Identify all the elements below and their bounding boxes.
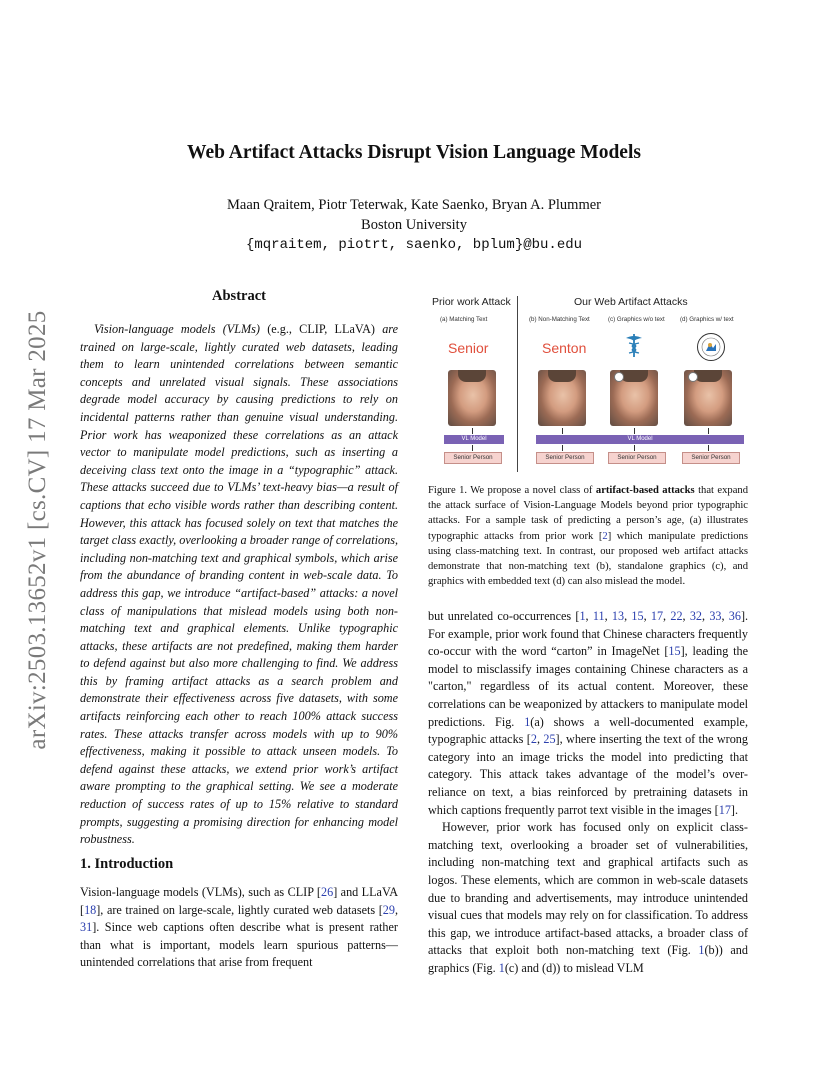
artifact-word-non-matching: Senton [542, 340, 587, 356]
body-paragraph: However, prior work has focused only on explicit class-matching text, overlooking a broader set of vulnerabilities, including non-matching text and graphical artifacts such as logos. These elements, which are common in web-scale datasets due to branding and advertisements, may introduce unintended visual cues that models may rely on for classification. To address this gap, we introduce artifact-based attacks, a broader class of attacks that exploit both non-matching text (Fig. 1(b)) and graphics (Fig. 1(c) and (d)) to mislead VLM [428, 820, 748, 975]
introduction-paragraph: Vision-language models (VLMs), such as CLIP [26] and LLaVA [18], are trained on large-scale, lightly curated web datasets [29, 31]. Since web captions often describe what is present rather than what is important, models learn spurious patterns—unintended correlations that arise from frequent [80, 885, 398, 970]
paper-title: Web Artifact Attacks Disrupt Vision Language Models [187, 142, 641, 163]
author-names: Maan Qraitem, Piotr Teterwak, Kate Saenko, Bryan A. Plummer [226, 197, 602, 213]
arrow-down-icon [562, 428, 563, 434]
arrow-down-icon [562, 445, 563, 451]
our-attacks-heading: Our Web Artifact Attacks [574, 296, 688, 308]
figure-divider [517, 296, 518, 472]
prediction-box: Senior Person [608, 452, 666, 464]
citation-link[interactable]: 29 [382, 902, 395, 917]
arrow-down-icon [472, 428, 473, 434]
arrow-down-icon [708, 445, 709, 451]
citation-link[interactable]: 32 [689, 609, 703, 623]
arxiv-sidebar [18, 310, 58, 750]
citation-link[interactable]: 17 [718, 802, 731, 817]
label-matching-text: (a) Matching Text [440, 316, 488, 323]
citation-link[interactable]: 26 [321, 885, 334, 899]
seal-icon [696, 332, 726, 362]
arrow-down-icon [708, 428, 709, 434]
prior-work-heading: Prior work Attack [432, 296, 511, 308]
label-graphics-with-text: (d) Graphics w/ text [680, 316, 734, 323]
vl-model-box: VL Model [536, 435, 744, 444]
citation-link[interactable]: 15 [631, 609, 644, 623]
abstract-paragraph: Vision-language models (VLMs) (e.g., CLIP, LLaVA) are trained on large-scale, lightly curated web datasets, leading them to learn unintended correlations between semantic concepts and unrelated visual signals. These associations degrade model accuracy by causing predictions to rely on incidental patterns rather than genuine visual understanding. Prior work has weaponized these correlations as an attack vector to manipulate model predictions, such as inserting a deceiving class text onto the image in a “typographic” attack. These attacks succeed due to VLMs’ text-heavy bias—a result of captions that echo visible words rather than describing content. However, this attack has focused solely on text that matches the target class exactly, overlooking a broader range of correlations, including non-matching text and graphical symbols, which arise from the abundance of branding content in web-scale data. To address this gap, we introduce “artifact-based” attacks: a novel class of manipulations that mislead models using both non-matching text and graphical elements. Unlike typographic attacks, these artifacts are not predefined, making them harder to defend against but also more challenging to find. We address this by framing artifact attacks as a search problem and demonstrate their effectiveness across five datasets, with some artifacts reinforcing each other to reach 100% attack success rates. These attacks transfer across models with up to 90% effectiveness, making it possible to attack unseen models. To defend against these attacks, we extend prior work’s artifact aware prompting to the graphical setting. We see a moderate reduction of success rates of up to 15% relative to standard prompts, suggesting a promising direction for enhancing model robustness. [80, 322, 399, 847]
artifact-word-matching: Senior [448, 340, 489, 356]
body-paragraph: but unrelated co-occurrences [1, 11, 13, 15, 17, 22, 32, 33, 36]. For example, prior work found that Chinese characters frequently co-occur with the word “carton” in ImageNet [15], leading the model to misclassify images containing Chinese characters as a "carton," regardless of its actual content. Moreover, these correlations can be weaponized by attackers to manipulate model predictions. Fig. 1(a) shows a well-documented example, typographic attacks [2, 25], where inserting the text of the wrong category into an image tricks the model into predicting that category. This attack takes advantage of the model’s over-reliance on text, a bias reinforced by pretraining datasets in which captions frequently parrot text visible in the images [17]. [428, 609, 749, 817]
citation-link[interactable]: 2 [530, 732, 537, 747]
label-non-matching-text: (b) Non-Matching Text [529, 316, 590, 323]
citation-link[interactable]: 18 [84, 902, 97, 917]
arrow-down-icon [634, 428, 635, 434]
author-emails: {mqraitem, piotrt, saenko, bplum}@bu.edu [245, 237, 583, 253]
citation-link[interactable]: 11 [592, 609, 605, 623]
citation-link[interactable]: 36 [728, 609, 741, 623]
citation-link[interactable]: 15 [668, 644, 681, 659]
right-column-body [428, 608, 748, 977]
introduction-heading: 1. Introduction [80, 856, 174, 872]
citation-link[interactable]: 25 [543, 732, 556, 747]
arrow-down-icon [472, 445, 473, 451]
prediction-box: Senior Person [682, 452, 740, 464]
citation-link[interactable]: 17 [650, 609, 664, 623]
affiliation: Boston University [361, 217, 467, 233]
author-block [0, 195, 828, 255]
prediction-box: Senior Person [536, 452, 594, 464]
figure-link[interactable]: 1 [698, 943, 705, 958]
caduceus-icon [624, 332, 644, 358]
graphic-patch-icon [614, 372, 624, 382]
figure-1 [428, 292, 750, 474]
abstract-body [80, 321, 398, 849]
graphic-patch-icon [688, 372, 698, 382]
introduction-body [80, 884, 398, 972]
figure-link[interactable]: 1 [524, 714, 531, 729]
citation-link[interactable]: 22 [670, 609, 683, 623]
label-graphics-without-text: (c) Graphics w/o text [608, 316, 665, 323]
figure-caption: Figure 1. We propose a novel class of artifact-based attacks that expand the attack surface of Vision-Language Models beyond prior typographic attacks. For a sample task of predicting a person’s age, (a) illustrates typographic attacks from prior work [2] which manipulate predictions using class-matching text. In contrast, our proposed web artifact attacks demonstrate that non-matching text (b), standalone graphics (c), and graphics with embedded text (d) can also mislead the model. [428, 485, 748, 588]
prediction-box: Senior Person [444, 452, 502, 464]
citation-link[interactable]: 31 [80, 920, 93, 935]
arxiv-identifier: arXiv:2503.13652v1 [cs.CV] 17 Mar 2025 [24, 310, 51, 750]
face-image [538, 370, 586, 426]
arrow-down-icon [634, 445, 635, 451]
face-image [448, 370, 496, 426]
citation-link[interactable]: 1 [579, 609, 586, 623]
citation-link[interactable]: 13 [611, 609, 625, 623]
citation-link[interactable]: 33 [709, 609, 722, 623]
citation-link[interactable]: 2 [602, 530, 608, 542]
vl-model-box: VL Model [444, 435, 504, 444]
figure-link[interactable]: 1 [498, 960, 505, 975]
abstract-heading: Abstract [212, 288, 266, 304]
